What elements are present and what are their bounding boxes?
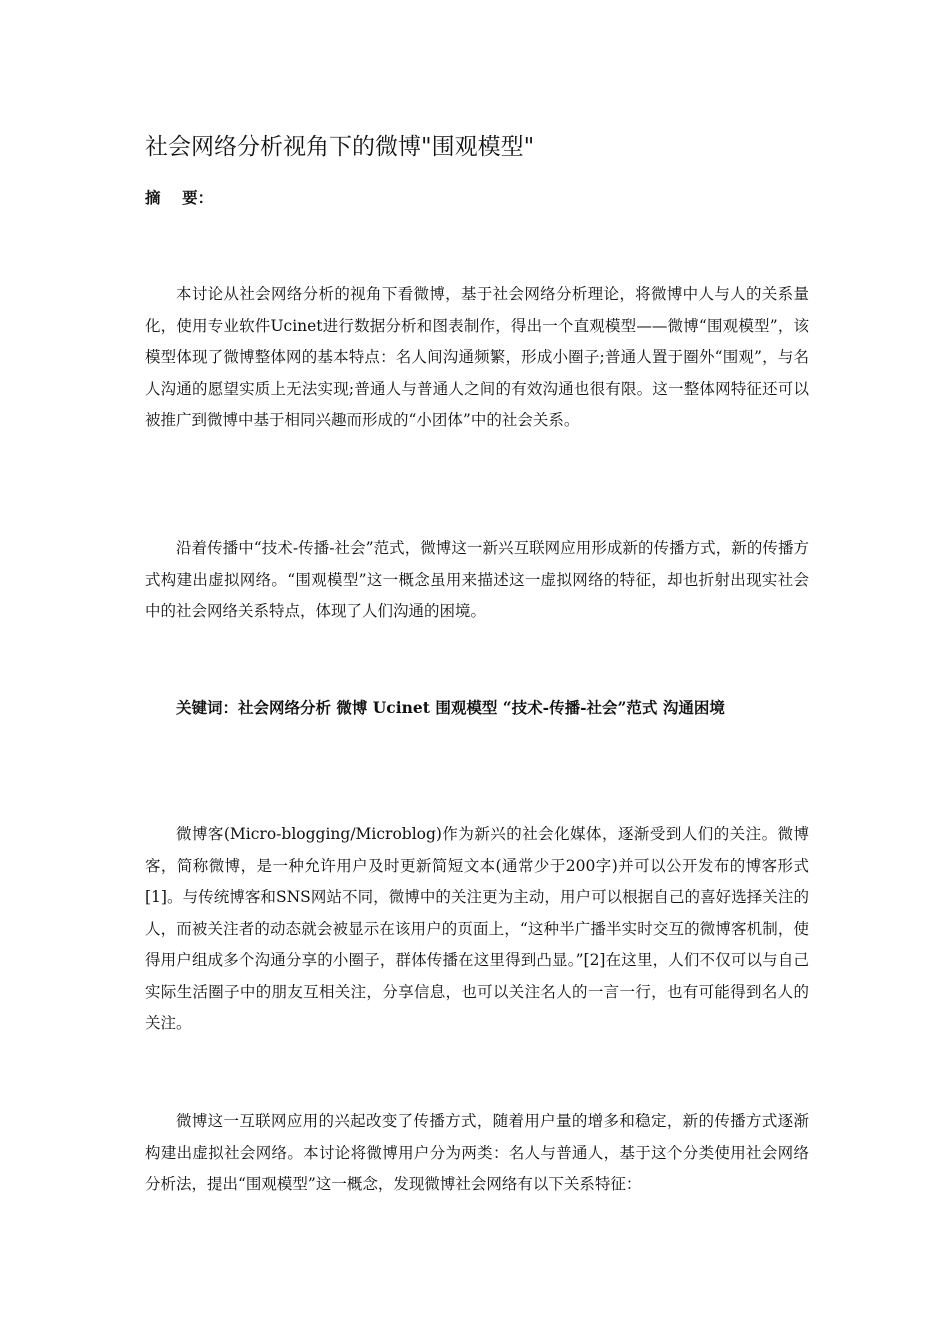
abstract-label: 摘 要： <box>145 188 214 207</box>
body-paragraph-1: 微博客(Micro-blogging/Microblog)作为新兴的社会化媒体，逐渐受到人们的关注。微博客，简称微博，是一种允许用户及时更新简短文本(通常少于200字)并可以公开发布的博客形式[1]。与传统博客和SNS网站不同，微博中的关注更为主动，用户可以根据自己的喜好选择关注的人，而被关注者的动态就会被显示在该用户的页面上，“这种半广播半实时交互的微博客机制，使得用户组成多个沟通分享的小圈子，群体传播在这里得到凸显。”[2]在这里，人们不仅可以与自己实际生活圈子中的朋友互相关注，分享信息，也可以关注名人的一言一行，也有可能得到名人的关注。 <box>145 825 809 1032</box>
abstract-paragraph-2: 沿着传播中“技术-传播-社会”范式，微博这一新兴互联网应用形成新的传播方式，新的传播方式构建出虚拟网络。“围观模型”这一概念虽用来描述这一虚拟网络的特征，却也折射出现实社会中的社会网络关系特点，体现了人们沟通的困境。 <box>145 539 809 620</box>
body-paragraph-2: 微博这一互联网应用的兴起改变了传播方式，随着用户量的增多和稳定，新的传播方式逐渐构建出虚拟社会网络。本讨论将微博用户分为两类：名人与普通人，基于这个分类使用社会网络分析法，提出“围观模型”这一概念，发现微博社会网络有以下关系特征： <box>145 1112 809 1193</box>
abstract-paragraph-1: 本讨论从社会网络分析的视角下看微博，基于社会网络分析理论，将微博中人与人的关系量化，使用专业软件Ucinet进行数据分析和图表制作，得出一个直观模型——微博“围观模型”，该模型体现了微博整体网的基本特点：名人间沟通频繁，形成小圈子;普通人置于圈外“围观”，与名人沟通的愿望实质上无法实现;普通人与普通人之间的有效沟通也很有限。这一整体网特征还可以被推广到微博中基于相同兴趣而形成的“小团体”中的社会关系。 <box>145 285 809 429</box>
document-title: 社会网络分析视角下的微博"围观模型" <box>145 134 535 160</box>
keywords-paragraph: 关键词：社会网络分析 微博 Ucinet 围观模型 “技术-传播-社会”范式 沟通困境 <box>176 698 725 717</box>
